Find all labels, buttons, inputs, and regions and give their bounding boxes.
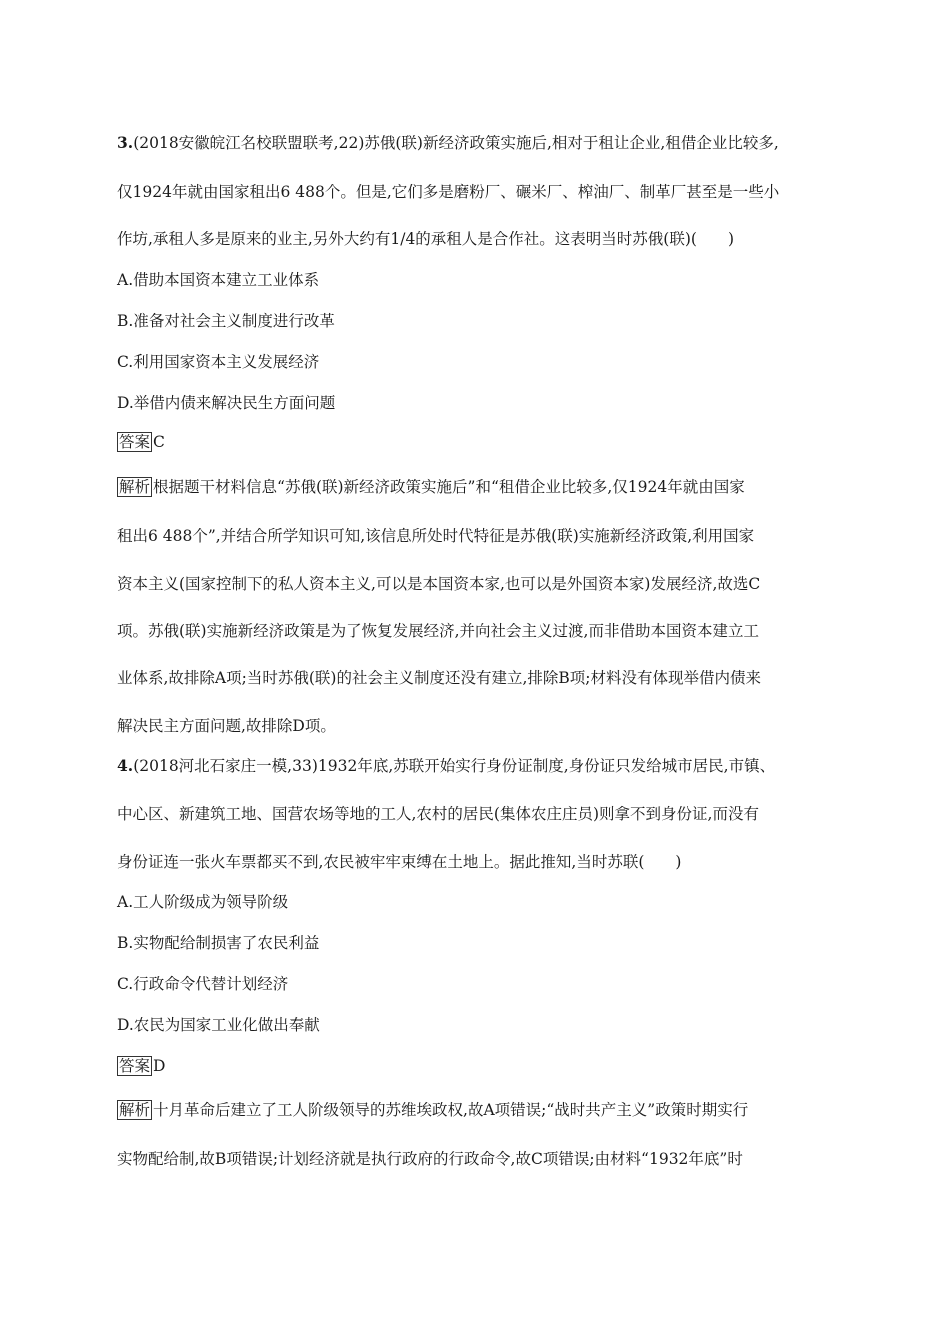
question-3-analysis-line-3: 资本主义(国家控制下的私人资本主义,可以是本国资本家,也可以是外国资本家)发展经济,故选C: [117, 575, 761, 593]
question-3-option-c: C.利用国家资本主义发展经济: [117, 353, 320, 371]
question-4-analysis-line-2: 实物配给制,故B项错误;计划经济就是执行政府的行政命令,故C项错误;由材料“1932年底”时: [117, 1150, 743, 1168]
question-3-analysis-line-4: 项。苏俄(联)实施新经济政策是为了恢复发展经济,并向社会主义过渡,而非借助本国资本建立工: [117, 622, 759, 640]
question-4-option-d: D.农民为国家工业化做出奉献: [117, 1016, 320, 1034]
question-3-stem-line-2: 仅1924年就由国家租出6 488个。但是,它们多是磨粉厂、碾米厂、榨油厂、制革厂甚至是一些小: [117, 183, 780, 201]
question-3-analysis-line-6: 解决民主方面问题,故排除D项。: [117, 717, 336, 735]
question-3-answer: [117, 432, 835, 452]
question-3-option-d: D.举借内债来解决民生方面问题: [117, 394, 336, 412]
question-4-stem-line-1: 4.(2018河北石家庄一模,33)1932年底,苏联开始实行身份证制度,身份证只发给城市居民,市镇、: [117, 756, 776, 775]
question-4-number: 4.: [117, 756, 134, 775]
answer-tag: 答案: [119, 433, 151, 451]
question-4-analysis-line-1: 解析 十月革命后建立了工人阶级领导的苏维埃政权,故A项错误;“战时共产主义”政策时期实行: [119, 1101, 749, 1119]
question-3-option-b: B.准备对社会主义制度进行改革: [117, 312, 335, 330]
question-3-stem-line-3: 作坊,承租人多是原来的业主,另外大约有1/4的承租人是合作社。这表明当时苏俄(联)( ): [117, 230, 734, 248]
question-4-stem-line-2: 中心区、新建筑工地、国营农场等地的工人,农村的居民(集体农庄庄员)则拿不到身份证,而没有: [117, 805, 759, 823]
question-3-option-a: A.借助本国资本建立工业体系: [117, 271, 320, 289]
question-4-option-a: A.工人阶级成为领导阶级: [117, 893, 289, 911]
answer-tag: 答案: [119, 1057, 151, 1075]
analysis-tag: 解析: [119, 1101, 151, 1119]
question-3-stem-line-1: 3.(2018安徽皖江名校联盟联考,22)苏俄(联)新经济政策实施后,相对于租让企业,租借企业比较多,: [117, 133, 779, 152]
question-3-analysis-line-2: 租出6 488个”,并结合所学知识可知,该信息所处时代特征是苏俄(联)实施新经济政策,利用国家: [117, 527, 755, 545]
question-4-option-b: B.实物配给制损害了农民利益: [117, 934, 320, 952]
question-3-analysis-line-1: 解析 根据题干材料信息“苏俄(联)新经济政策实施后”和“租借企业比较多,仅1924年就由国家: [119, 478, 745, 496]
question-3-number: 3.: [117, 133, 134, 152]
answer-value: C: [153, 433, 165, 451]
answer-value: D: [153, 1057, 166, 1075]
analysis-tag: 解析: [119, 478, 151, 496]
question-4-stem-line-3: 身份证连一张火车票都买不到,农民被牢牢束缚在土地上。据此推知,当时苏联( ): [117, 853, 682, 871]
question-4-answer: [117, 1056, 835, 1076]
question-4-option-c: C.行政命令代替计划经济: [117, 975, 289, 993]
question-3-analysis-line-5: 业体系,故排除A项;当时苏俄(联)的社会主义制度还没有建立,排除B项;材料没有体现举借内债来: [117, 669, 761, 687]
